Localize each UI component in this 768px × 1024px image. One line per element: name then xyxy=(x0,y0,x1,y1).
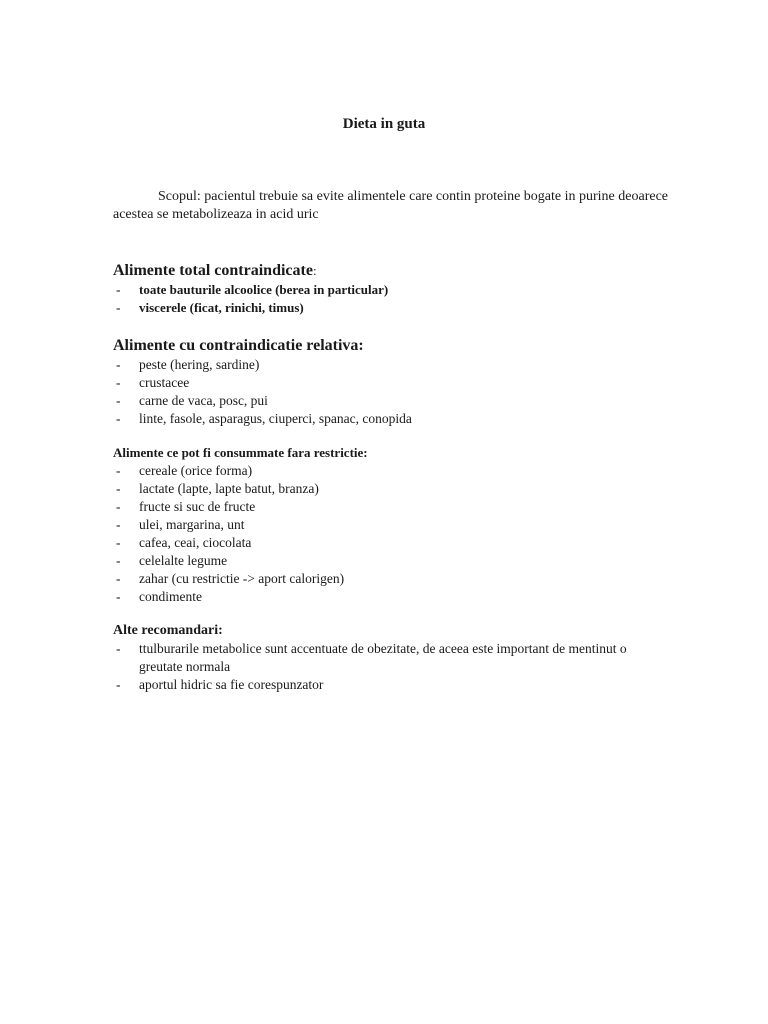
document-title: Dieta in guta xyxy=(342,116,426,132)
list-item xyxy=(113,498,673,516)
list-item xyxy=(113,570,673,588)
list-item xyxy=(113,480,673,498)
section-other-recommendations xyxy=(113,622,673,694)
section-relative-contraindicated xyxy=(113,336,673,428)
list-item xyxy=(113,374,673,392)
list-item-text: peste (hering, sardine) xyxy=(139,357,260,372)
list-item-text: ulei, margarina, unt xyxy=(139,517,245,532)
list-item-text: celelalte legume xyxy=(139,553,228,568)
list-item-text: zahar (cu restrictie -> aport calorigen) xyxy=(139,571,345,586)
dash-bullet: - xyxy=(116,375,121,390)
section-heading-text: Alimente total contraindicate xyxy=(113,262,313,279)
dash-bullet: - xyxy=(116,300,121,315)
list-item xyxy=(113,392,673,410)
dash-bullet: - xyxy=(116,553,121,568)
section-unrestricted xyxy=(113,444,673,606)
list-item-text: viscerele (ficat, rinichi, timus) xyxy=(139,300,304,315)
dash-bullet: - xyxy=(116,411,121,426)
list-item-text: aportul hidric sa fie corespunzator xyxy=(139,677,324,692)
dash-bullet: - xyxy=(116,571,121,586)
list-item-text: fructe si suc de fructe xyxy=(139,499,256,514)
list-item xyxy=(113,552,673,570)
section-heading: Alte recomandari: xyxy=(113,623,223,638)
bullet-list xyxy=(113,281,673,317)
intro-paragraph: Scopul: pacientul trebuie sa evite alimentele care contin proteine bogate in purine deoarece acestea se metabolizeaza in acid uric xyxy=(113,189,669,222)
dash-bullet: - xyxy=(116,481,121,496)
list-item-text: crustacee xyxy=(139,375,190,390)
dash-bullet: - xyxy=(116,677,121,692)
list-item xyxy=(113,516,673,534)
dash-bullet: - xyxy=(116,535,121,550)
list-item xyxy=(113,534,673,552)
list-item xyxy=(113,640,673,676)
dash-bullet: - xyxy=(116,499,121,514)
list-item xyxy=(113,299,673,317)
dash-bullet: - xyxy=(116,641,121,656)
section-heading: Alimente cu contraindicatie relativa: xyxy=(113,337,364,354)
list-item xyxy=(113,410,673,428)
list-item-text: cereale (orice forma) xyxy=(139,463,253,478)
list-item xyxy=(113,281,673,299)
dash-bullet: - xyxy=(116,357,121,372)
dash-bullet: - xyxy=(116,517,121,532)
dash-bullet: - xyxy=(116,589,121,604)
list-item xyxy=(113,462,673,480)
list-item-text: linte, fasole, asparagus, ciuperci, spanac, conopida xyxy=(139,411,412,426)
bullet-list xyxy=(113,462,673,606)
section-total-contraindicated xyxy=(113,261,673,317)
list-item-text: ttulburarile metabolice sunt accentuate de obezitate, de aceea este important de mentinut o greutate normala xyxy=(139,641,627,674)
dash-bullet: - xyxy=(116,393,121,408)
list-item-text: lactate (lapte, lapte batut, branza) xyxy=(139,481,319,496)
section-heading: Alimente ce pot fi consummate fara restrictie: xyxy=(113,445,368,460)
list-item-text: cafea, ceai, ciocolata xyxy=(139,535,252,550)
list-item-text: toate bauturile alcoolice (berea in particular) xyxy=(139,282,389,297)
section-heading xyxy=(113,261,673,281)
list-item xyxy=(113,356,673,374)
bullet-list xyxy=(113,640,673,694)
dash-bullet: - xyxy=(116,463,121,478)
heading-colon: : xyxy=(312,263,317,278)
dash-bullet: - xyxy=(116,282,121,297)
bullet-list xyxy=(113,356,673,428)
list-item-text: carne de vaca, posc, pui xyxy=(139,393,268,408)
list-item xyxy=(113,588,673,606)
list-item-text: condimente xyxy=(139,589,202,604)
list-item xyxy=(113,676,673,694)
